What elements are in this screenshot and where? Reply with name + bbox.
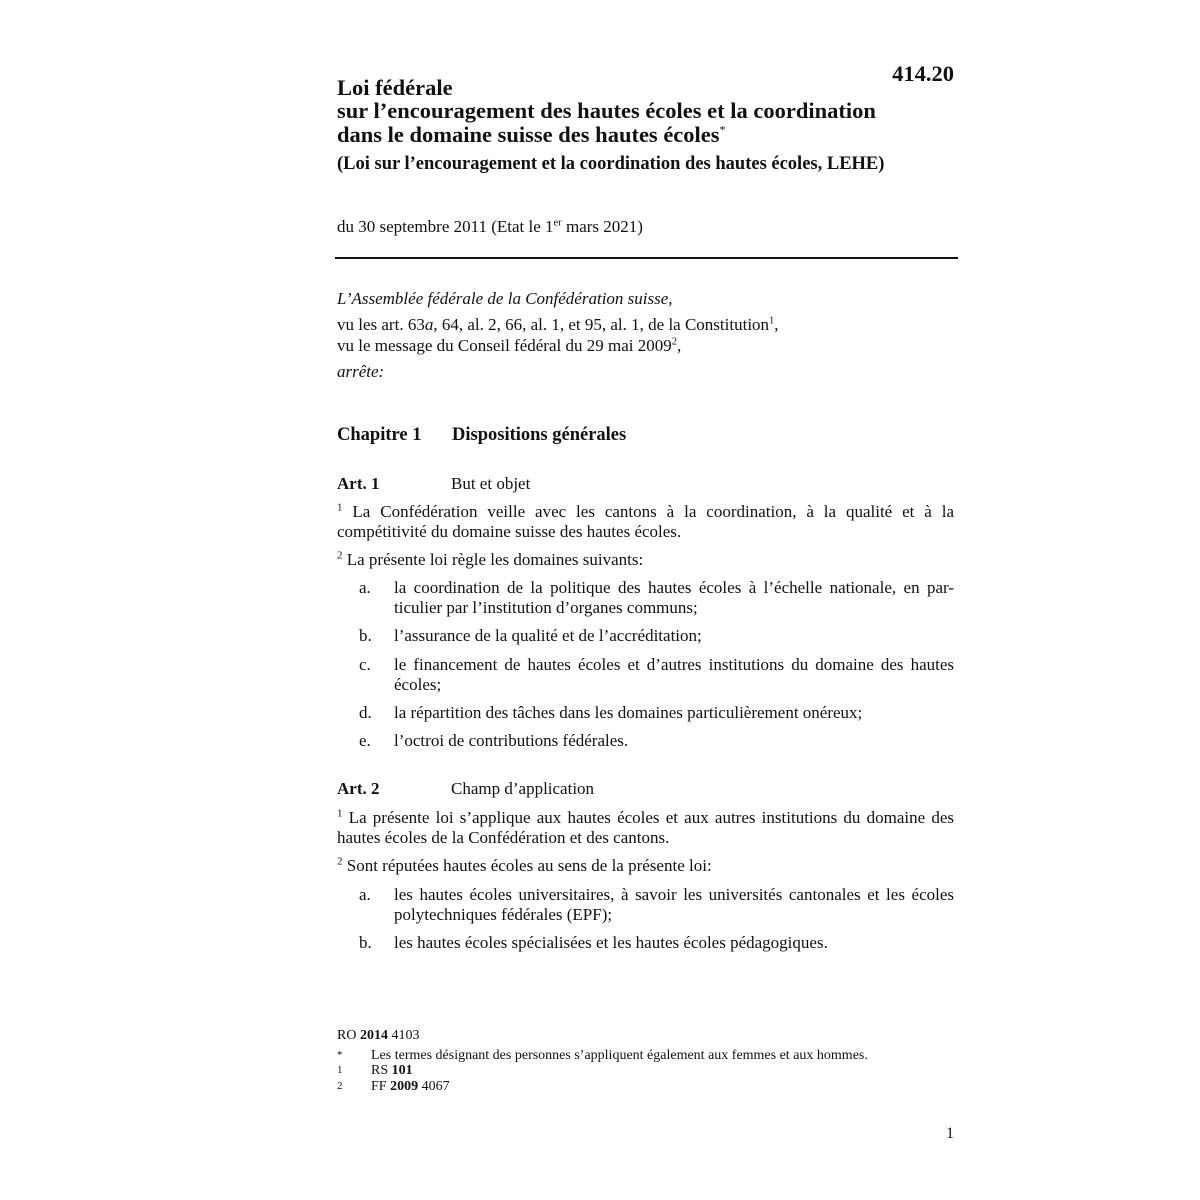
footnote-text-a: Les termes désignant des personnes s’appliquent également aux femmes et aux hommes. bbox=[371, 1048, 868, 1063]
title-footnote-star: * bbox=[719, 122, 726, 137]
footnote-ref-2[interactable]: 2 bbox=[671, 336, 677, 348]
footnote-text-bold: 2009 bbox=[390, 1079, 419, 1094]
ro-page: 4103 bbox=[387, 1028, 420, 1043]
preamble-line-2-italic: a bbox=[424, 315, 434, 334]
sr-number: 414.20 bbox=[892, 61, 954, 86]
preamble-line-2-end: , bbox=[774, 315, 779, 334]
article-1-paragraph-1 bbox=[337, 502, 954, 541]
preamble-line-2-b: , 64, al. 2, 66, al. 1, et 95, al. 1, de la Constitution bbox=[433, 315, 770, 334]
article-1-number: Art. 1 bbox=[337, 474, 380, 493]
chapter-number: Chapitre 1 bbox=[337, 425, 422, 445]
footnote-text-a: FF bbox=[371, 1079, 391, 1094]
article-2-paragraph-2 bbox=[337, 856, 954, 876]
official-collection-reference bbox=[337, 1028, 419, 1043]
article-2-title: Champ d’application bbox=[451, 779, 595, 798]
footnote-mark: 1 bbox=[337, 1064, 343, 1076]
list-item-text: l’octroi de contributions fédérales. bbox=[394, 731, 629, 750]
footnote-text-bold: 101 bbox=[391, 1063, 413, 1078]
law-title-line-2: sur l’encouragement des hautes écoles et la coordination bbox=[337, 98, 876, 123]
preamble-line-4: arrête: bbox=[337, 362, 385, 381]
preamble-line-2-a: vu les art. 63 bbox=[337, 315, 425, 334]
article-2-paragraph-1 bbox=[337, 808, 954, 847]
paragraph-number: 2 bbox=[337, 855, 343, 868]
article-2-heading bbox=[337, 779, 595, 799]
chapter-title: Dispositions générales bbox=[452, 425, 627, 445]
paragraph-number: 1 bbox=[337, 501, 343, 514]
footnote-mark: * bbox=[337, 1049, 343, 1061]
preamble-line-3 bbox=[337, 335, 681, 356]
paragraph-text: La présente loi s’applique aux hautes écoles et aux autres institutions du domaine des hautes écoles de la Confédération et des cantons. bbox=[337, 808, 954, 847]
list-item-text: les hautes écoles spécialisées et les hautes écoles pédagogiques. bbox=[394, 933, 828, 952]
list-item-letter: a. bbox=[359, 885, 371, 904]
footnote-text bbox=[371, 1063, 413, 1078]
footnote-text-b: 4067 bbox=[418, 1079, 450, 1094]
preamble-line-3-end: , bbox=[676, 336, 682, 355]
date-suffix: mars 2021) bbox=[561, 217, 643, 236]
chapter-heading bbox=[337, 425, 627, 446]
list-item-letter: e. bbox=[359, 731, 371, 750]
ro-prefix: RO bbox=[337, 1028, 360, 1043]
paragraph-text: La Confédération veille avec les cantons à la coordination, à la qualité et à la compétitivité du domaine suisse des hautes écoles. bbox=[337, 502, 954, 541]
list-item-text: l’assurance de la qualité et de l’accréditation; bbox=[394, 626, 702, 645]
footnote-ref-1[interactable]: 1 bbox=[769, 315, 775, 327]
list-item-letter: b. bbox=[359, 626, 372, 645]
list-item-letter: a. bbox=[359, 578, 371, 597]
paragraph-number: 1 bbox=[337, 807, 343, 820]
list-item-text: la répartition des tâches dans les domaines particulièrement onéreux; bbox=[394, 703, 863, 722]
header-divider bbox=[335, 257, 958, 259]
list-item-text: la coordination de la politique des hautes écoles à l’échelle nationale, en par-ticulier par l’institution d’organes communs; bbox=[394, 578, 954, 617]
law-date bbox=[337, 217, 643, 237]
ro-year: 2014 bbox=[359, 1028, 388, 1043]
law-title-line-1: Loi fédérale bbox=[337, 75, 453, 100]
preamble-line-2 bbox=[337, 314, 779, 335]
paragraph-text: Sont réputées hautes écoles au sens de la présente loi: bbox=[342, 856, 712, 875]
preamble-line-1: L’Assemblée fédérale de la Confédération suisse, bbox=[337, 289, 673, 308]
date-sup: er bbox=[553, 217, 562, 229]
list-item-letter: c. bbox=[359, 655, 371, 674]
article-2-number: Art. 2 bbox=[337, 779, 380, 798]
law-title-line-3-text: dans le domaine suisse des hautes écoles bbox=[337, 122, 720, 147]
law-subtitle: (Loi sur l’encouragement et la coordination des hautes écoles, LEHE) bbox=[337, 154, 885, 174]
date-prefix: du 30 septembre 2011 (Etat le 1 bbox=[337, 217, 554, 236]
footnote-text bbox=[371, 1079, 450, 1094]
footnote-text-a: RS bbox=[371, 1063, 392, 1078]
article-1-paragraph-2 bbox=[337, 550, 954, 570]
page-number: 1 bbox=[946, 1125, 954, 1142]
paragraph-number: 2 bbox=[337, 549, 343, 562]
list-item-text: le financement de hautes écoles et d’autres institutions du domaine des hautes écoles; bbox=[394, 655, 954, 694]
footnote-text bbox=[371, 1048, 868, 1063]
list-item-text: les hautes écoles universitaires, à savoir les universités cantonales et les écoles polytechniques fédérales (EPF); bbox=[394, 885, 954, 924]
preamble-line-3-a: vu le message du Conseil fédéral du 29 mai 2009 bbox=[337, 336, 672, 355]
law-title-line-3 bbox=[337, 123, 726, 147]
list-item-letter: d. bbox=[359, 703, 372, 722]
paragraph-text: La présente loi règle les domaines suivants: bbox=[342, 550, 644, 569]
article-1-heading bbox=[337, 474, 531, 494]
list-item-letter: b. bbox=[359, 933, 372, 952]
article-1-title: But et objet bbox=[451, 474, 531, 493]
footnote-mark: 2 bbox=[337, 1080, 343, 1092]
